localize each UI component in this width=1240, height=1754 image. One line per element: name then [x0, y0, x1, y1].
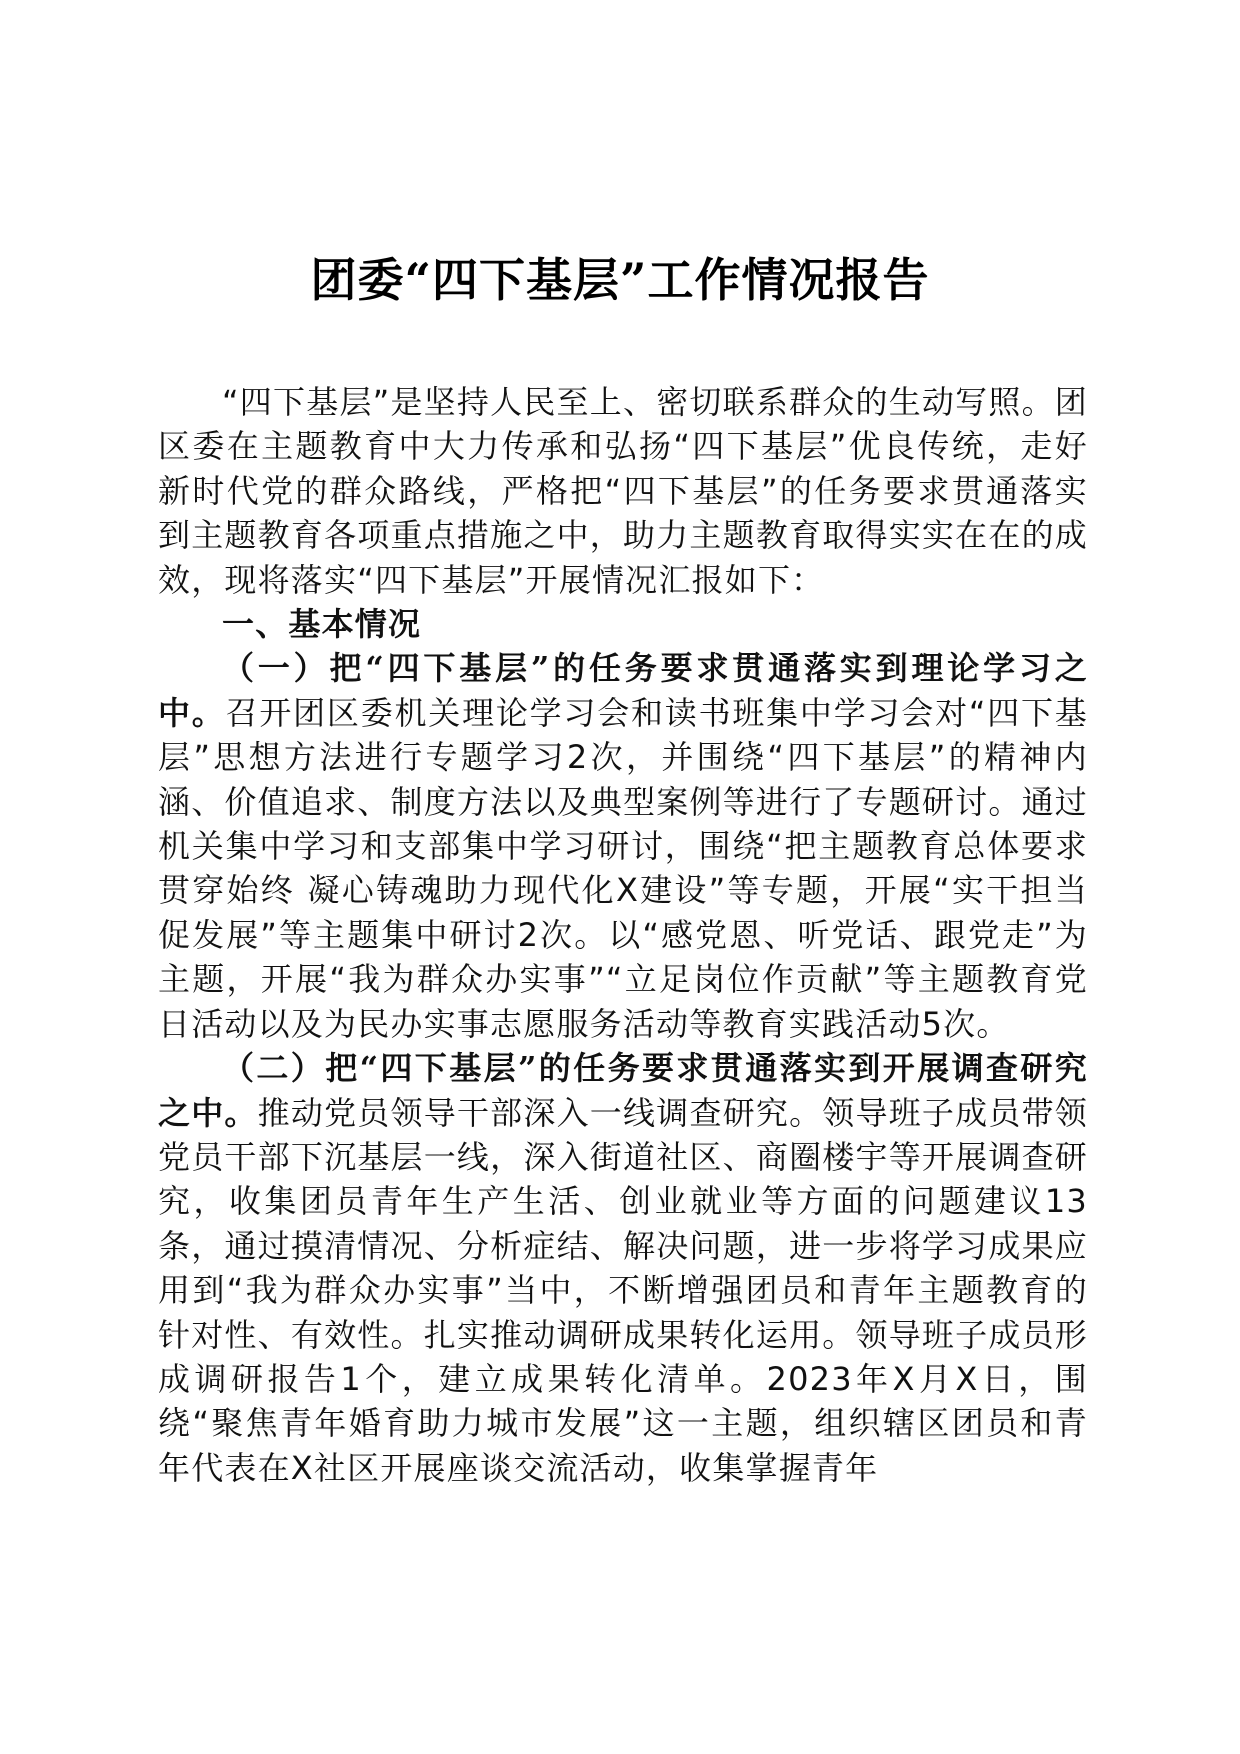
item-1-body: 召开团区委机关理论学习会和读书班集中学习会对“四下基层”思想方法进行专题学习2次，并围绕“四下基层”的精神内涵、价值追求、制度方法以及典型案例等进行了专题研讨。通过机关集中学习和支部集中学习研讨，围绕“把主题教育总体要求贯穿始终 凝心铸魂助力现代化X建设”等专题，开展“实干担当促发展”等主题集中研讨2次。以“感党恩、听党话、跟党走”为主题，开展“我为群众办实事”“立足岗位作贡献”等主题教育党日活动以及为民办实事志愿服务活动等教育实践活动5次。: [158, 693, 1088, 1043]
item-1-paragraph: [158, 646, 1088, 1046]
item-2-body: 推动党员领导干部深入一线调查研究。领导班子成员带领党员干部下沉基层一线，深入街道社区、商圈楼宇等开展调查研究，收集团员青年生产生活、创业就业等方面的问题建议13条，通过摸清情况、分析症结、解决问题，进一步将学习成果应用到“我为群众办实事”当中，不断增强团员和青年主题教育的针对性、有效性。扎实推动调研成果转化运用。领导班子成员形成调研报告1个，建立成果转化清单。2023年X月X日，围绕“聚焦青年婚育助力城市发展”这一主题，组织辖区团员和青年代表在X社区开展座谈交流活动，收集掌握青年: [158, 1093, 1088, 1487]
document-title: 团委“四下基层”工作情况报告: [310, 253, 930, 307]
document-body: [158, 380, 1088, 1490]
section-heading-basic-situation: 一、基本情况: [222, 605, 422, 644]
item-2-paragraph: [158, 1046, 1088, 1490]
item-2-lead: （二）把“四下基层”的任务要求贯通落实到开展调查研究之中。: [158, 1049, 1088, 1132]
item-1-lead: （一）把“四下基层”的任务要求贯通落实到理论学习之中。: [158, 649, 1088, 732]
intro-paragraph: “四下基层”是坚持人民至上、密切联系群众的生动写照。团区委在主题教育中大力传承和弘扬“四下基层”优良传统，走好新时代党的群众路线，严格把“四下基层”的任务要求贯通落实到主题教育各项重点措施之中，助力主题教育取得实实在在的成效，现将落实“四下基层”开展情况汇报如下：: [158, 383, 1088, 599]
